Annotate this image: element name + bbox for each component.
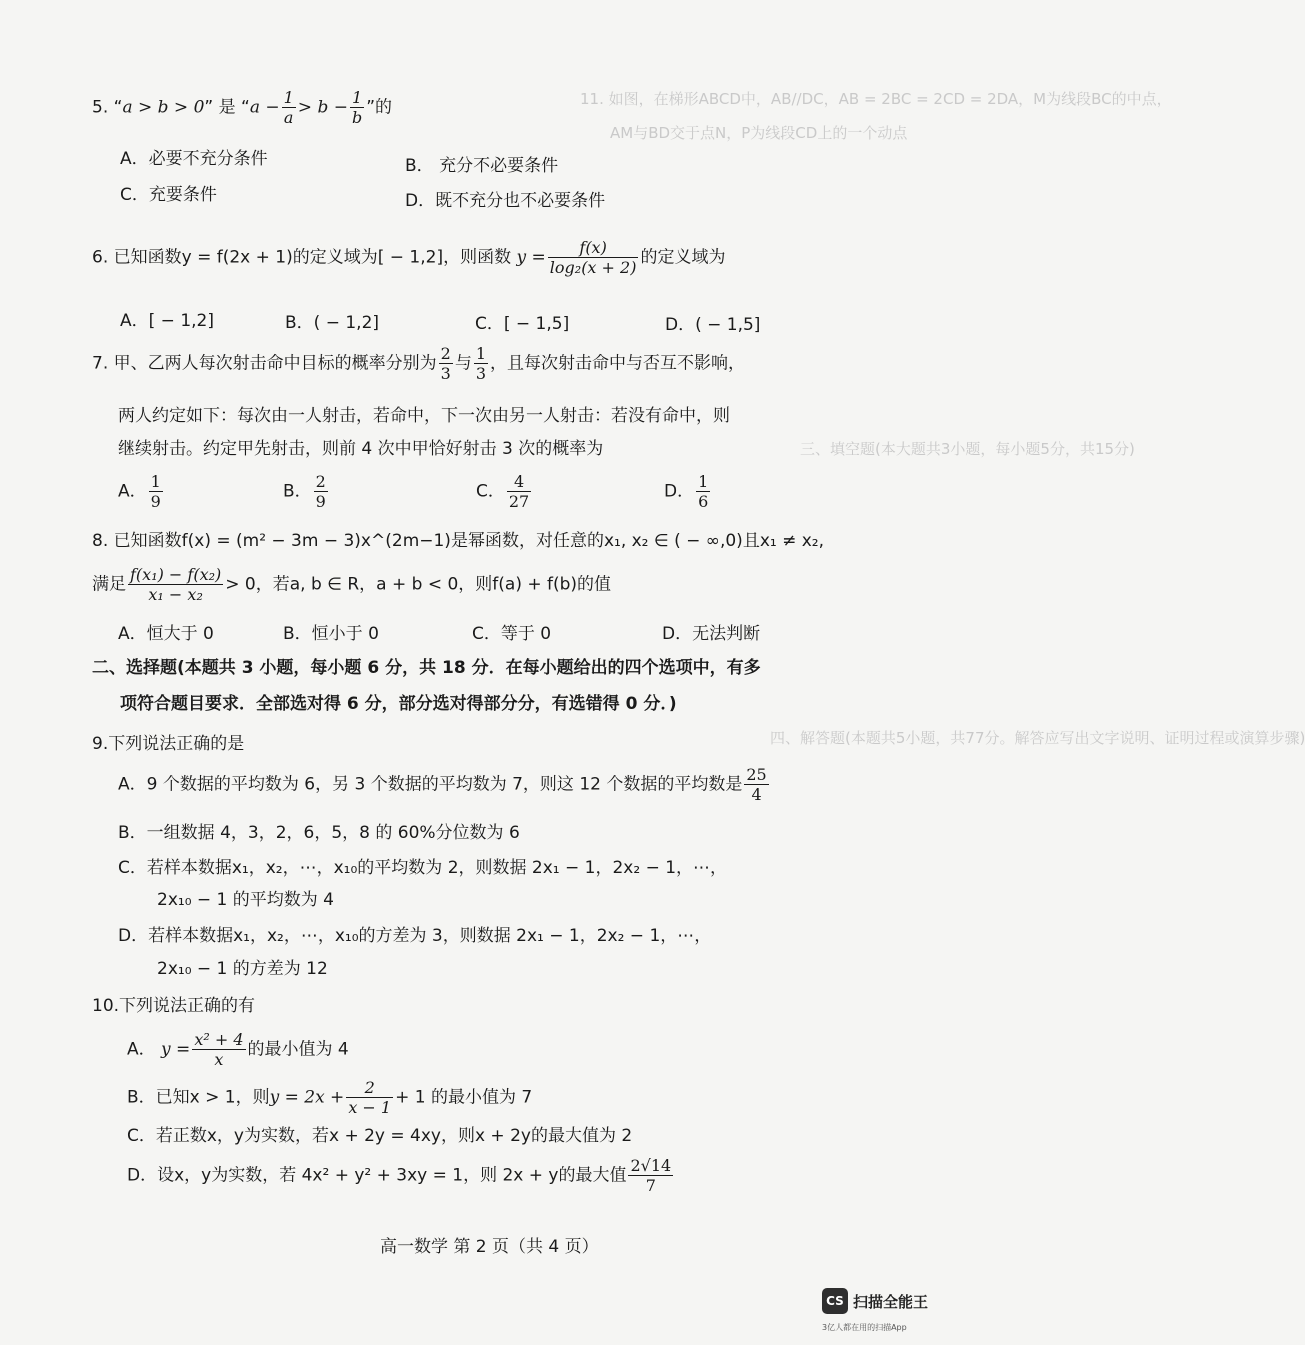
q6-option-a: A．[ − 1,2] [120,311,214,331]
q10-option-c: C．若正数x，y为实数，若x + 2y = 4xy，则x + 2y的最大值为 2 [127,1126,633,1146]
q7-line-3: 继续射击。约定甲先射击，则前 4 次中甲恰好射击 3 次的概率为 [118,439,604,459]
section-heading: 二、选择题(本题共 3 小题，每小题 6 分，共 18 分．在每小题给出的四个选项中，有多 [92,658,761,678]
question-number: 6. [92,247,109,268]
q8-stem: 8. 已知函数f(x) = (m² − 3m − 3)x^(2m−1)是幂函数，对任意的x₁, x₂ ∈ ( − ∞,0)且x₁ ≠ x₂, [92,531,825,551]
ghost-text: 四、解答题(本题共5小题，共77分。解答应写出文字说明、证明过程或演算步骤) [770,729,1305,747]
ghost-text: 11. 如图，在梯形ABCD中，AB//DC，AB = 2BC = 2CD = 2DA，M为线段BC的中点， [580,90,1172,108]
q9-option-d: D．若样本数据x₁，x₂，⋯，x₁₀的方差为 3，则数据 2x₁ − 1，2x₂ − 1，⋯， [118,926,712,946]
q5-option-d: D．既不充分也不必要条件 [405,191,606,211]
q8-option-a: A．恒大于 0 [118,624,214,644]
q9-option-c-cont: 2x₁₀ − 1 的平均数为 4 [157,890,334,910]
q7-option-c: C． $\frac{4}{27}$ [476,472,530,511]
q10-option-d: D．设x，y为实数，若 4x² + y² + 3xy = 1，则 2x + y的最大值 $\frac{2√14}{7}$ [127,1156,672,1195]
q8-option-d: D．无法判断 [662,624,761,644]
fraction: $\frac{1}{a}$ [283,88,294,127]
q8-option-b: B．恒小于 0 [283,624,379,644]
question-number: 8. [92,531,109,551]
q6-stem: 6. 已知函数y = f(2x + 1)的定义域为[ − 1,2]，则函数 y = $\frac{f(x)}{\text{log₂(x + 2)}}$ 的定义域为 [92,238,726,277]
q8-option-c: C．等于 0 [472,624,552,644]
ghost-text: AM与BD交于点N，P为线段CD上的一个动点 [610,124,908,142]
fraction: $\frac{1}{b}$ [351,88,363,127]
question-number: 7. [92,353,109,374]
q10-option-a: A． y = $\frac{\text{x² + 4}}{x}$ 的最小值为 4 [127,1030,349,1069]
q7-line-2: 两人约定如下：每次由一人射击，若命中，下一次由另一人射击：若没有命中，则 [118,406,730,426]
question-number: 5. [92,97,109,118]
q10-stem: 10.下列说法正确的有 [92,996,256,1016]
q7-option-b: B． $\frac{2}{9}$ [283,472,326,511]
fraction: $\frac{2}{3}$ [440,344,451,383]
fraction: $\frac{1}{3}$ [475,344,487,383]
q10-option-b: B．已知x > 1，则y = 2x + $\frac{2}{x - 1}$ + 1 的最小值为 7 [127,1078,533,1117]
q6-option-c: C．[ − 1,5] [475,314,570,334]
section-heading-cont: 项符合题目要求．全部选对得 6 分，部分选对得部分分，有选错得 0 分．) [120,694,677,714]
q9-option-c: C．若样本数据x₁，x₂，⋯，x₁₀的平均数为 2，则数据 2x₁ − 1，2x₂ − 1，⋯， [118,858,728,878]
q7-option-a: A． $\frac{1}{9}$ [118,472,161,511]
q7-stem: 7. 甲、乙两人每次射击命中目标的概率分别为 $\frac{2}{3}$ 与 $\frac{1}{3}$ ，且每次射击命中与否互不影响， [92,344,746,383]
q5-option-c: C．充要条件 [120,185,217,205]
scanner-watermark [822,1288,928,1314]
fraction: $\frac{\text{f(x₁) − f(x₂)}}{\text{x₁ − x₂}}$ [130,565,222,604]
math-condition: a > b > 0 [122,97,205,118]
question-number: 9. [92,734,109,754]
fraction: $\frac{f(x)}{\text{log₂(x + 2)}}$ [549,238,637,277]
question-number: 10. [92,996,120,1016]
scanner-tagline: 3亿人都在用的扫描App [822,1323,907,1332]
ghost-text: 三、填空题(本大题共3小题，每小题5分，共15分) [800,440,1135,458]
q6-option-b: B．( − 1,2] [285,313,380,333]
q9-stem: 9.下列说法正确的是 [92,734,245,754]
q7-option-d: D． $\frac{1}{6}$ [664,472,709,511]
scanner-name: 扫描全能王 [853,1292,929,1311]
q6-option-d: D．( − 1,5] [665,315,761,335]
page-footer: 高一数学 第 2 页（共 4 页） [380,1237,599,1257]
q5-option-b: B． 充分不必要条件 [405,156,559,176]
q5-stem: 5. “a > b > 0” 是 “a − $\frac{1}{a}$ > b − $\frac{1}{b}$ ”的 [92,88,393,127]
q9-option-b: B．一组数据 4，3，2，6，5，8 的 60%分位数为 6 [118,823,520,843]
q9-option-d-cont: 2x₁₀ − 1 的方差为 12 [157,959,328,979]
q9-option-a: A．9 个数据的平均数为 6，另 3 个数据的平均数为 7，则这 12 个数据的平均数是 $\frac{25}{4}$ [118,765,767,804]
q5-option-a: A．必要不充分条件 [120,149,268,169]
scanner-logo-icon: CS [822,1288,848,1314]
q8-condition: 满足 $\frac{\text{f(x₁) − f(x₂)}}{\text{x₁ − x₂}}$ > 0，若a, b ∈ R，a + b < 0，则f(a) + f(b)的值 [92,565,612,604]
